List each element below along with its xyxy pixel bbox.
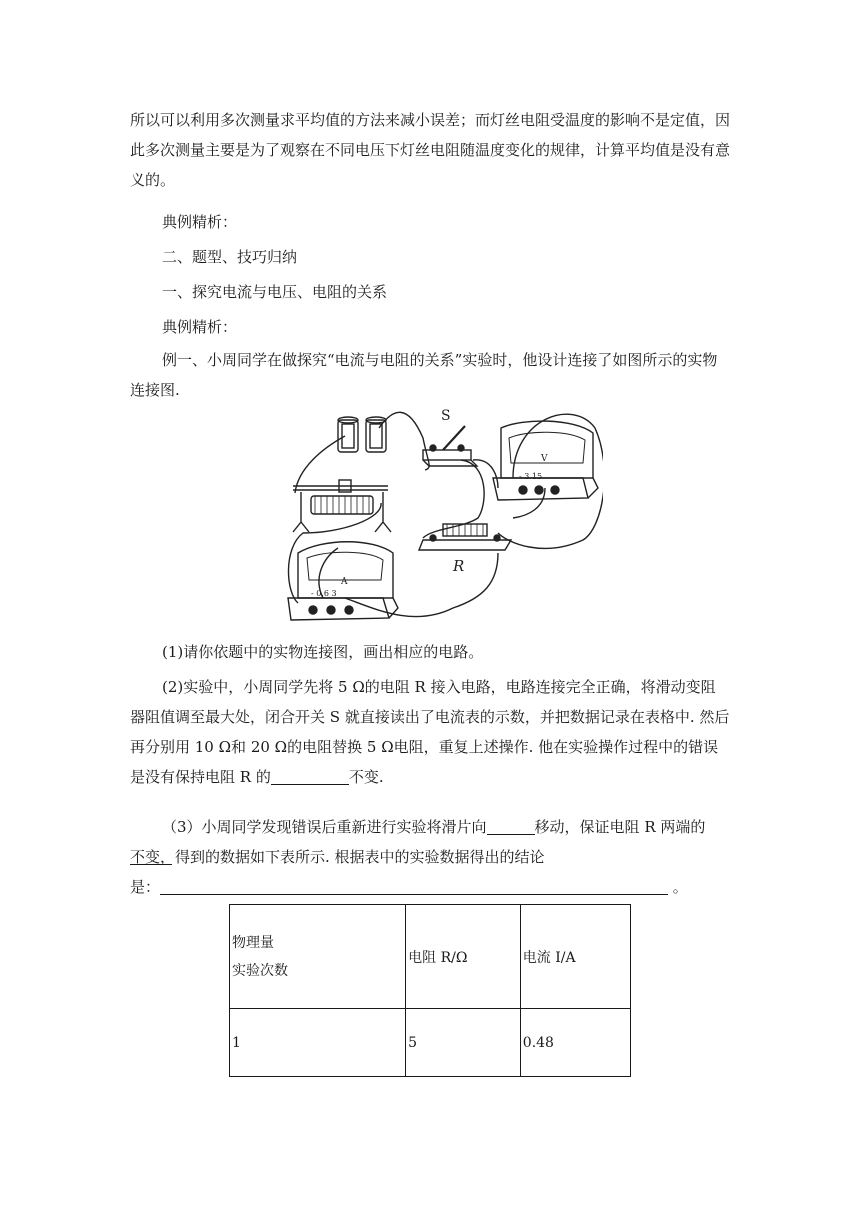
question-3-text: （3）小周同学发现错误后重新进行实验将滑片向 <box>162 818 487 836</box>
question-3-text: 移动，保证电阻 R 两端的 <box>534 818 706 836</box>
question-2 <box>130 672 730 792</box>
table-header-cell: 电阻 R/Ω <box>406 905 521 1009</box>
paragraph-intro <box>130 105 730 195</box>
problem-intro: 例一、小周同学在做探究“电流与电阻的关系”实验时，他设计连接了如图所示的实物连接图. <box>130 351 718 399</box>
example-label: 典例精析： <box>162 213 238 231</box>
circuit-diagram <box>283 408 603 626</box>
question-3-end: 。 <box>668 878 688 896</box>
switch-label: S <box>441 408 451 424</box>
question-3-label: 是： <box>130 878 161 896</box>
ammeter-letter: A <box>341 577 348 587</box>
question-3-line3 <box>130 872 750 902</box>
table-header-cell <box>230 905 406 1009</box>
example-label: 典例精析： <box>162 318 238 336</box>
table-header-cell: 电流 I/A <box>520 905 630 1009</box>
question-3-line2: 不变，得到的数据如下表所示. 根据表中的实验数据得出的结论 <box>130 848 545 866</box>
answer-blank[interactable] <box>487 816 535 835</box>
question-2-tail: 不变. <box>348 768 384 786</box>
voltmeter-terminals: - 3 15 <box>519 472 543 481</box>
data-table <box>229 904 631 1077</box>
table-header-row <box>230 905 631 1009</box>
text-line: 所以可以利用多次测量求平均值的方法来减小误差；而灯丝电阻受温度的影响不是定值，因 <box>130 111 731 129</box>
sliding-rheostat <box>293 480 391 532</box>
text-line: 此多次测量主要是为了观察在不同电压下灯丝电阻随温度变化的规律，计算平均值是没有意 <box>130 141 731 159</box>
question-1: (1)请你依题中的实物连接图，画出相应的电路。 <box>162 643 484 661</box>
battery-pair <box>338 417 386 452</box>
switch <box>423 408 477 466</box>
voltmeter-letter: V <box>541 454 548 464</box>
resistor-label: R <box>453 557 465 575</box>
table-row <box>230 1009 631 1077</box>
subsection-heading: 一、探究电流与电压、电阻的关系 <box>162 283 388 301</box>
table-cell: 0.48 <box>520 1009 630 1077</box>
section-heading: 二、题型、技巧归纳 <box>162 248 298 266</box>
answer-blank[interactable] <box>160 876 668 895</box>
question-2-text: (2)实验中，小周同学先将 5 Ω的电阻 R 接入电路，电路连接完全正确，将滑动变阻器阻值调至最大处，闭合开关 S 就直接读出了电流表的示数，并把数据记录在表格中. 然后再分别用 10 Ω和 20 Ω的电阻替换 5 Ω电阻，重复上述操作. 他在实验操作过程中的错误是没有保持电阻 R 的 <box>130 678 730 786</box>
table-cell: 1 <box>230 1009 406 1077</box>
text-line: 义的。 <box>130 171 176 189</box>
ammeter <box>288 542 398 620</box>
answer-blank[interactable] <box>271 766 349 785</box>
header-quantity: 物理量 <box>232 934 274 951</box>
header-trial: 实验次数 <box>232 962 288 979</box>
ammeter-terminals: - 0.6 3 <box>311 589 337 598</box>
table-cell: 5 <box>406 1009 521 1077</box>
